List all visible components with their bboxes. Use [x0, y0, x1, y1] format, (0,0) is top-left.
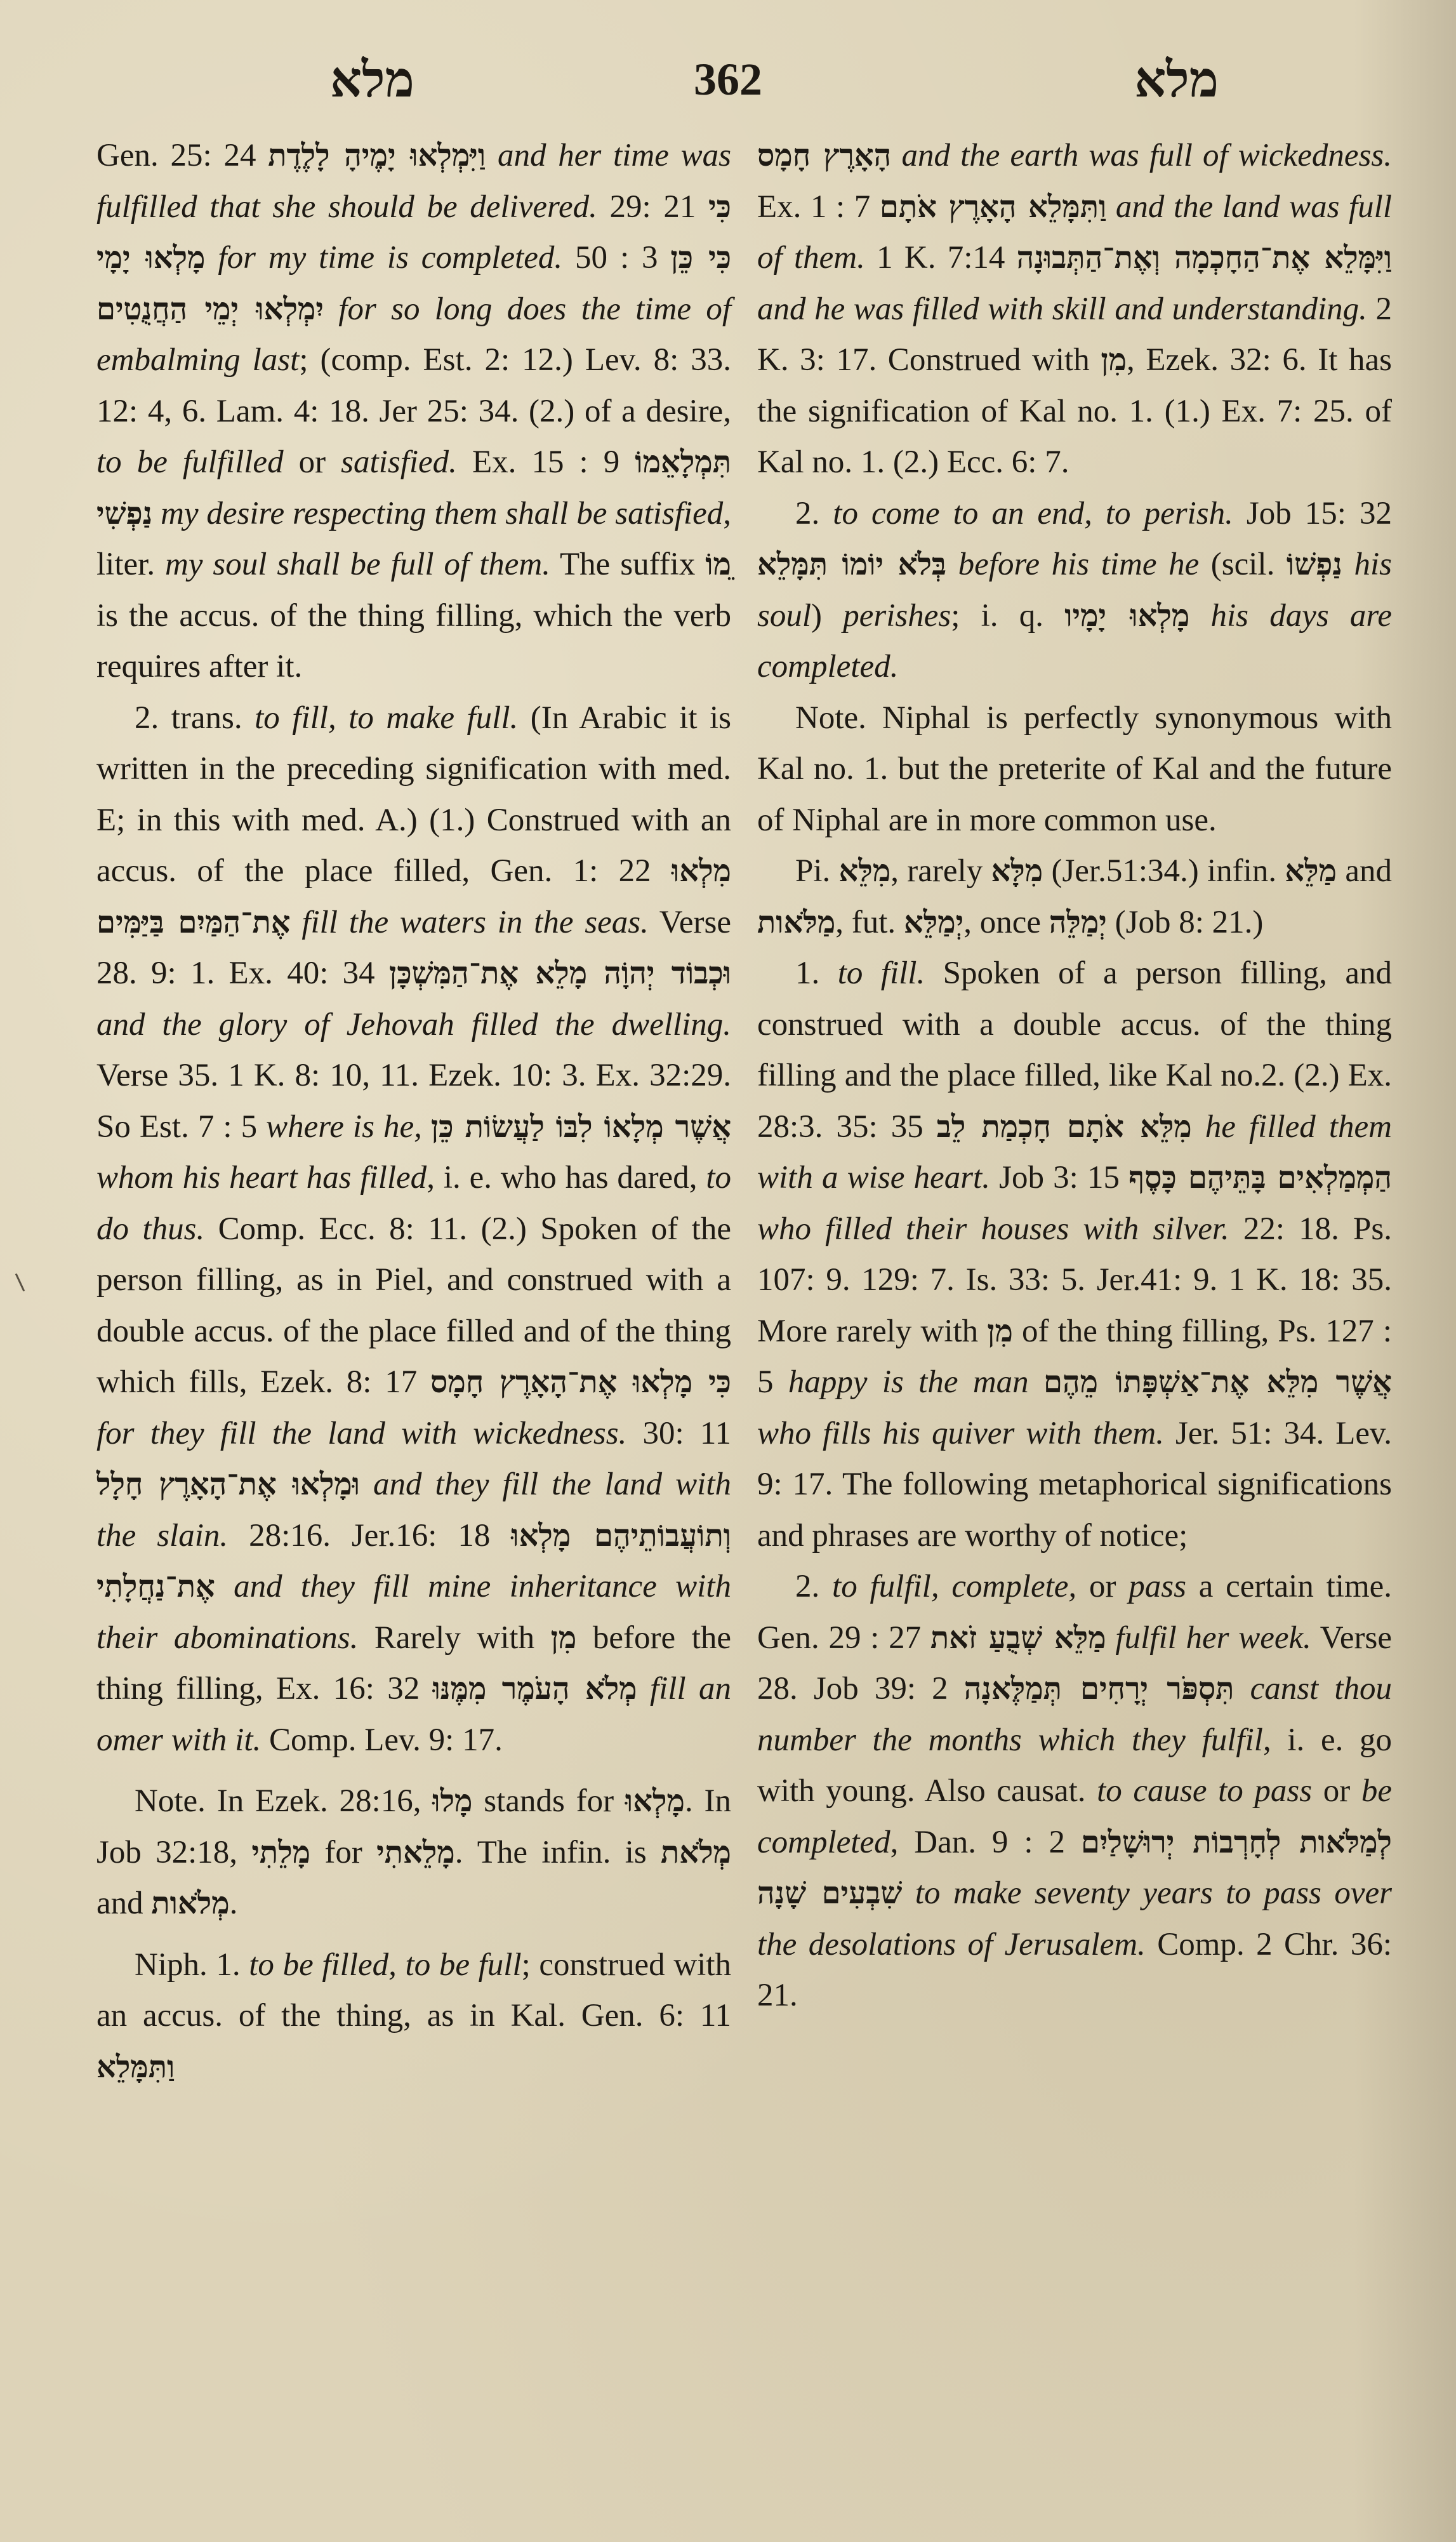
body-text: for: [310, 1834, 377, 1870]
body-text: , Dan. 9 : 2: [890, 1824, 1081, 1860]
hebrew-text: מִן: [550, 1620, 577, 1656]
italic-gloss: to be fulfilled: [96, 444, 284, 480]
body-text: [1029, 1364, 1043, 1400]
body-text: 50 : 3: [562, 240, 671, 276]
italic-gloss: his days are completed.: [757, 597, 1393, 684]
piel-paragraph: [757, 846, 1392, 948]
body-text: Verse 28. Job 39: 2: [757, 1620, 1393, 1707]
hebrew-text: בְּלֹא יוֹמוֹ תִּמָּלֵא: [757, 547, 947, 582]
body-text: Comp. Ecc. 8: 11. (2.) Spoken of the person filling, as in Piel, and construed with a double accus. of the place filled and of the thing which fills, Ezek. 8: 17: [96, 1211, 731, 1400]
italic-gloss: where is he,: [266, 1108, 422, 1145]
entry-paragraph: [96, 130, 731, 693]
running-head-right: מלא: [1134, 51, 1219, 109]
entry-paragraph: [757, 1561, 1392, 2021]
italic-gloss: my soul shall be full of them.: [165, 547, 551, 582]
body-text: Spoken of a person filling, and construed with a double accus. of the thing filling and the place filled, like Kal no.2. (2.) Ex. 28:3. 35: 35: [757, 955, 1392, 1145]
body-text: 29: 21: [597, 189, 708, 225]
body-text: Note. Niphal is perfectly synonymous with Kal no. 1. but the preterite of Kal and the future of Niphal are in more common use.: [757, 700, 1392, 838]
body-text: of the thing filling, Ps. 127 : 5: [757, 1313, 1393, 1400]
italic-gloss: and the land was full of them.: [757, 189, 1393, 276]
body-text: 2. trans.: [135, 700, 255, 736]
body-text: . In Job 32:18,: [96, 1783, 731, 1870]
body-text: , once: [963, 904, 1049, 940]
body-text: [422, 1109, 431, 1145]
hebrew-text: ֵמוֹ: [705, 547, 731, 582]
hebrew-text: תִּמְלָאֵמוֹ נַפְשִׁי: [96, 444, 732, 531]
italic-gloss: to fill, to make full.: [255, 700, 519, 736]
italic-gloss: and they fill the land with the slain.: [96, 1467, 731, 1554]
hebrew-text: וְתוֹעֲבוֹתֵיהֶם מָלְאוּ אֶת־נַחֲלָתִי: [96, 1517, 731, 1604]
hebrew-text: הַמְמַלְאִים בָּתֵּיהֶם כָּסֶף: [1128, 1160, 1392, 1195]
hebrew-text: מָלֵאתִי: [376, 1834, 455, 1870]
body-text: or: [1312, 1773, 1361, 1809]
hebrew-text: מַלֵּא: [1285, 853, 1337, 889]
italic-gloss: and her time was fulfilled that she should be delivered.: [96, 138, 732, 225]
body-text: , fut.: [835, 904, 904, 940]
body-text: 28:16. Jer.16: 18: [228, 1517, 512, 1554]
body-text: , i. e. go with young. Also causat.: [757, 1722, 1393, 1809]
body-text: 2.: [795, 495, 833, 531]
entry-paragraph: [757, 488, 1392, 693]
body-text: (In Arabic it is written in the preceding signification with med. E; in this with med. A.) (1.) Construed with an accus. of the place filled, Gen. 1: 22: [96, 700, 731, 889]
hebrew-text: יְמַלֵּא: [903, 904, 964, 940]
hebrew-text: מְלֹאות: [151, 1886, 230, 1921]
body-text: Job 15: 32: [1233, 495, 1392, 531]
italic-gloss: for they fill the land with wickedness.: [96, 1415, 627, 1451]
body-text: , liter.: [96, 495, 731, 582]
italic-gloss: and the glory of Jehovah filled the dwelling.: [96, 1006, 731, 1042]
body-text: and: [1337, 853, 1392, 889]
body-text: 22: 18. Ps. 107: 9. 129: 7. Is. 33: 5. Jer.41: 9. 1 K. 18: 35. More rarely with: [757, 1211, 1392, 1349]
hebrew-text: וַיִּמָּלֵא אֶת־הַחָכְמָה וְאֶת־הַתְּבוּנָה: [1016, 240, 1393, 276]
italic-gloss: to be filled, to be full: [249, 1946, 522, 1983]
italic-gloss: canst thou number the months which they fulfil: [757, 1671, 1392, 1758]
body-text: , i. e. who has dared,: [427, 1160, 706, 1195]
hebrew-text: כִּי מָלְאוּ אֶת־הָאָרֶץ חָמָס: [430, 1364, 731, 1400]
hebrew-text: מָלְאוּ: [625, 1783, 685, 1819]
body-text: The suffix: [550, 547, 706, 582]
italic-gloss: fill the waters in the seas.: [290, 904, 649, 940]
hebrew-text: יְמַלֵּה: [1049, 904, 1107, 940]
hebrew-text: וַתִּמָּלֵא: [96, 2049, 175, 2085]
hebrew-text: מַלֹּאות: [757, 904, 836, 940]
left-column: [96, 130, 731, 2093]
body-text: Gen. 25: 24: [96, 138, 268, 173]
italic-gloss: to fulfil, complete,: [832, 1569, 1077, 1604]
italic-gloss: for so long does the time of embalming last: [96, 291, 731, 378]
body-text: Ex. 15 : 9: [456, 444, 635, 480]
body-text: Job 3: 15: [989, 1160, 1129, 1195]
italic-gloss: happy is the man: [788, 1364, 1029, 1400]
body-text: a certain time. Gen. 29 : 27: [757, 1569, 1393, 1656]
italic-gloss: satisfied.: [341, 444, 457, 480]
hebrew-text: מִלְאוּ אֶת־הַמַּיִם בַּיַּמִּים: [96, 853, 731, 940]
italic-gloss: before his time he: [946, 547, 1200, 582]
body-text: or: [1076, 1569, 1129, 1604]
hebrew-text: וַיִּמְלְאוּ יָמֶיהָ לָלֶדֶת: [268, 138, 486, 173]
italic-gloss: and he was filled with skill and understanding.: [757, 291, 1367, 327]
body-text: Rarely with: [358, 1620, 551, 1656]
italic-gloss: my desire respecting them shall be satisfied: [152, 495, 724, 531]
note-paragraph: [757, 693, 1392, 846]
body-text: Pi.: [795, 853, 839, 889]
hebrew-text: וַתִּמָּלֵא הָאָרֶץ אֹתָם: [879, 189, 1107, 225]
body-text: ): [811, 597, 844, 634]
right-column: [757, 130, 1392, 2021]
italic-gloss: fulfil her week.: [1106, 1620, 1311, 1656]
body-text: Verse 28. 9: 1. Ex. 40: 34: [96, 904, 732, 991]
stray-ink-mark: [15, 1274, 25, 1291]
body-text: ; construed with an accus. of the thing, as in Kal. Gen. 6: 11: [96, 1946, 731, 2033]
italic-gloss: be completed: [757, 1773, 1392, 1860]
hebrew-text: אֲשֶׁר מְלָאוֹ לִבּוֹ לַעֲשׂוֹת כֵּן: [430, 1108, 732, 1145]
hebrew-text: לְמַלֹּאות לְחָרְבוֹת יְרוּשָׁלַיִם שִׁבְעִים שָׁנָה: [757, 1824, 1393, 1911]
body-text: 1 K. 7:14: [864, 240, 1017, 276]
body-text: (scil.: [1199, 547, 1287, 582]
italic-gloss: and the earth was full of wickedness.: [891, 138, 1392, 173]
body-text: and: [96, 1886, 152, 1921]
hebrew-text: מִלֵּא אֹתָם חָכְמַת לֵב: [936, 1108, 1192, 1145]
hebrew-text: תִּסְפֹּר יְרָחִים תְּמַלֶּאנָה: [963, 1671, 1234, 1707]
hebrew-text: נַפְשׁוֹ: [1286, 547, 1342, 582]
italic-gloss: to make seventy years to pass over the desolations of Jerusalem.: [757, 1875, 1392, 1962]
italic-gloss: to do thus.: [96, 1160, 731, 1247]
running-head-left: מלא: [330, 51, 414, 109]
hebrew-text: מָלְאוּ יָמָיו: [1064, 597, 1190, 634]
body-text: 30: 11: [626, 1415, 731, 1451]
body-text: Comp. Lev. 9: 17.: [261, 1722, 503, 1758]
page-header: [0, 44, 1456, 121]
body-text: . The infin. is: [454, 1834, 661, 1870]
body-text: , Ezek. 32: 6. It has the signification of Kal no. 1. (1.) Ex. 7: 25. of Kal no. 1. (2.) Ecc. 6: 7.: [757, 342, 1392, 480]
body-text: Jer. 51: 34. Lev. 9: 17. The following metaphorical significations and phrases are worthy of notice;: [757, 1415, 1392, 1554]
hebrew-text: כִּי כֵּן יִמְלְאוּ יְמֵי הַחֲנֻטִים: [96, 240, 732, 327]
body-text: stands for: [472, 1783, 625, 1819]
body-text: Note. In Ezek. 28:16,: [135, 1783, 433, 1819]
italic-gloss: whom his heart has filled: [96, 1160, 427, 1195]
italic-gloss: pass: [1128, 1569, 1186, 1604]
body-text: 1.: [795, 955, 838, 991]
hebrew-text: מִלֵּא: [838, 853, 891, 889]
entry-paragraph: [757, 948, 1392, 1561]
italic-gloss: for my time is completed.: [205, 240, 563, 276]
note-paragraph: [96, 1776, 731, 1929]
italic-gloss: fill an omer with it.: [96, 1671, 731, 1758]
italic-gloss: to cause to pass: [1097, 1773, 1313, 1809]
hebrew-text: וּמָלְאוּ אֶת־הָאָרֶץ חָלָל: [96, 1467, 361, 1502]
body-text: ; i. q.: [951, 597, 1065, 634]
page-number: 362: [694, 54, 762, 105]
italic-gloss: to come to an end, to perish.: [833, 495, 1233, 531]
italic-gloss: he filled them with a wise heart.: [757, 1108, 1392, 1195]
hebrew-text: מִן: [987, 1313, 1013, 1349]
hebrew-text: כִּי מָלְאוּ יָמָי: [96, 189, 732, 276]
body-text: ; (comp. Est. 2: 12.) Lev. 8: 33. 12: 4, 6. Lam. 4: 18. Jer 25: 34. (2.) of a desire,: [96, 342, 731, 429]
body-text: or: [283, 444, 341, 480]
italic-gloss: perishes: [843, 597, 951, 634]
hebrew-text: מִן: [1101, 342, 1127, 378]
body-text: , rarely: [890, 853, 991, 889]
hebrew-text: מְלֹאת: [661, 1834, 731, 1870]
body-text: Ex. 1 : 7: [757, 189, 880, 225]
hebrew-text: הָאָרֶץ חָמָס: [757, 138, 892, 173]
body-text: before the thing filling, Ex. 16: 32: [96, 1620, 731, 1707]
hebrew-text: מִלָּא: [991, 853, 1043, 889]
italic-gloss: and they fill mine inheritance with their abominations.: [96, 1569, 731, 1656]
hebrew-text: מָלוּ: [432, 1783, 473, 1819]
body-text: is the accus. of the thing filling, which the verb requires after it.: [96, 597, 731, 684]
body-text: .: [229, 1886, 238, 1921]
body-text: Niph. 1.: [135, 1946, 249, 1983]
body-text: (Jer.51:34.) infin.: [1043, 853, 1285, 889]
entry-paragraph: [96, 693, 731, 1766]
hebrew-text: מְלֹא הָעֹמֶר מִמֶּנּוּ: [432, 1671, 637, 1707]
hebrew-text: וּכְבוֹד יְהוָֹה מָלֵא אֶת־הַמִּשְׁכָּן: [388, 955, 731, 991]
hebrew-text: אֲשֶׁר מִלֵּא אֶת־אַשְׁפָּתוֹ מֵהֶם: [1043, 1364, 1392, 1400]
body-text: (Job 8: 21.): [1106, 904, 1264, 940]
body-text: 2 K. 3: 17. Construed with: [757, 291, 1392, 378]
entry-paragraph: [757, 130, 1392, 488]
hebrew-text: מָלֵתִי: [251, 1834, 311, 1870]
body-text: 2.: [795, 1569, 833, 1604]
italic-gloss: who fills his quiver with them.: [757, 1415, 1165, 1451]
italic-gloss: to fill.: [837, 955, 925, 991]
hebrew-text: מַלֵּא שְׁבֻעַ זֹאת: [930, 1620, 1106, 1656]
body-text: Verse 35. 1 K. 8: 10, 11. Ezek. 10: 3. Ex. 32:29. So Est. 7 : 5: [96, 1058, 731, 1145]
italic-gloss: who filled their houses with silver.: [757, 1211, 1229, 1247]
niphal-paragraph: [96, 1940, 731, 2093]
italic-gloss: his soul: [757, 547, 1392, 634]
body-text: Comp. 2 Chr. 36: 21.: [757, 1926, 1392, 2013]
